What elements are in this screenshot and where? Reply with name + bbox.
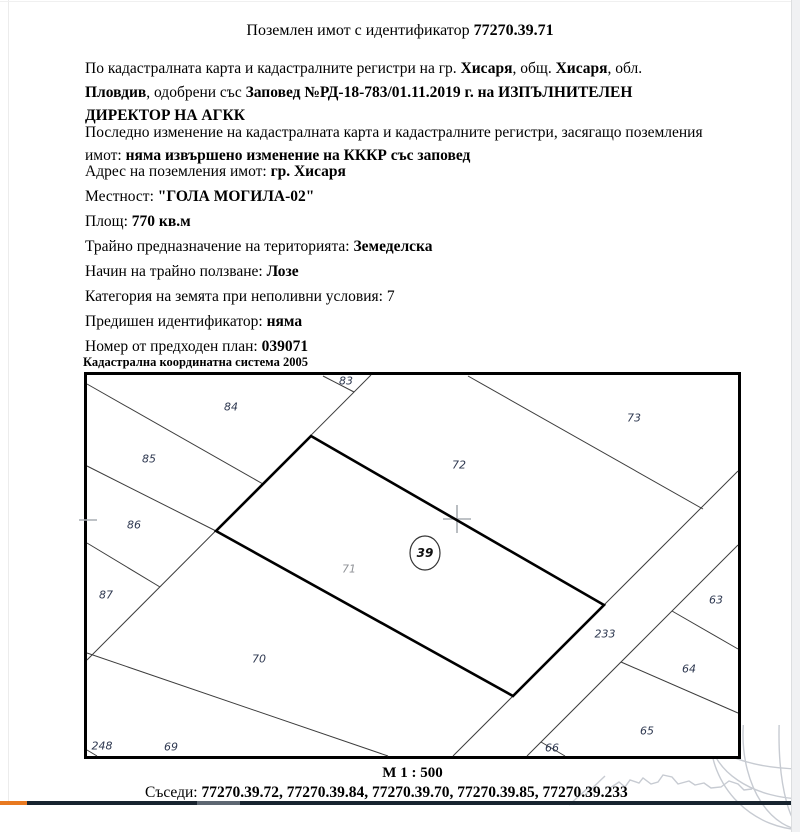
parcel-label-248: 248: [91, 739, 113, 753]
para-approval-line1: По кадастралната карта и кадастралните регистри на гр. Хисаря, общ. Хисаря, обл.: [85, 60, 643, 77]
boundary-63-64: [672, 611, 738, 649]
parcel-label-84: 84: [224, 400, 238, 414]
parcel-label-85: 85: [142, 452, 156, 466]
parcel-label-70: 70: [252, 652, 266, 666]
para-approval-line2: Пловдив, одобрени със Заповед №РД-18-783/01.11.2019 г. на ИЗПЪЛНИТЕЛЕН: [85, 84, 633, 101]
neighbors-label: Съседи:: [145, 784, 202, 801]
subject-parcel-boundary: [216, 436, 604, 696]
page-left-border: [8, 0, 9, 801]
field-territory-purpose: Трайно предназначение на територията: Земеделска: [85, 238, 433, 255]
field-previous-plan-number: Номер от предходен план: 039071: [85, 338, 309, 355]
neighbors-values: 77270.39.72, 77270.39.84, 77270.39.70, 77270.39.85, 77270.39.233: [201, 784, 628, 801]
map-crs-note: Кадастрална координатна система 2005: [83, 355, 308, 369]
doc-title: Поземлен имот с идентификатор 77270.39.71: [246, 22, 554, 39]
neighbors-line: [145, 784, 628, 802]
para-approval-line3: ДИРЕКТОР НА АГКК: [85, 107, 245, 124]
parcel-label-64: 64: [682, 662, 696, 676]
parcel-label-69: 69: [164, 740, 178, 754]
map-scale: М 1 : 500: [382, 765, 443, 781]
field-locality: Местност: "ГОЛА МОГИЛА-02": [85, 188, 315, 205]
footer-bar-gray-segment: [197, 801, 240, 805]
boundary-72-73: [468, 376, 703, 509]
parcel-label-73: 73: [627, 411, 641, 425]
parcel-label-233: 233: [594, 627, 616, 641]
boundary-85-86: [87, 466, 216, 531]
footer-bar: [0, 801, 800, 805]
parcel-identifier: 77270.39.71: [473, 22, 554, 39]
boundary-64-65: [621, 662, 738, 713]
map-canvas: [87, 375, 738, 756]
boundary-86-87: [87, 543, 160, 587]
parcel-label-65: 65: [640, 724, 654, 738]
scrollbar-track[interactable]: [791, 0, 800, 832]
para-amendment-line2: имот: няма извършено изменение на КККР със заповед: [85, 147, 471, 164]
field-area: Площ: 770 кв.м: [85, 213, 191, 230]
parcel-label-87: 87: [99, 588, 113, 602]
field-previous-identifier: Предишен идентификатор: няма: [85, 313, 303, 330]
parcel-label-86: 86: [127, 518, 141, 532]
parcel-label-63: 63: [709, 593, 723, 607]
footer-bar-orange-segment: [0, 801, 27, 805]
parcel-label-66: 66: [545, 741, 559, 755]
para-amendment-line1: Последно изменение на кадастралната карта и кадастралните регистри, засягащо поземления: [85, 124, 703, 141]
parcel-label-72: 72: [452, 458, 466, 472]
page-top-border: [0, 1, 800, 2]
field-address: Адрес на поземления имот: гр. Хисаря: [85, 163, 346, 180]
parcel-label-71-subject: 71: [342, 562, 356, 576]
boundary-84-85: [87, 384, 263, 484]
subject-number-label: 39: [416, 546, 434, 560]
field-land-category: Категория на земята при неполивни условия: 7: [85, 288, 395, 305]
parcel-label-83: 83: [339, 374, 353, 388]
cadastral-map: [84, 372, 741, 759]
field-land-use: Начин на трайно ползване: Лозе: [85, 263, 299, 280]
boundary-70-south: [87, 653, 388, 756]
